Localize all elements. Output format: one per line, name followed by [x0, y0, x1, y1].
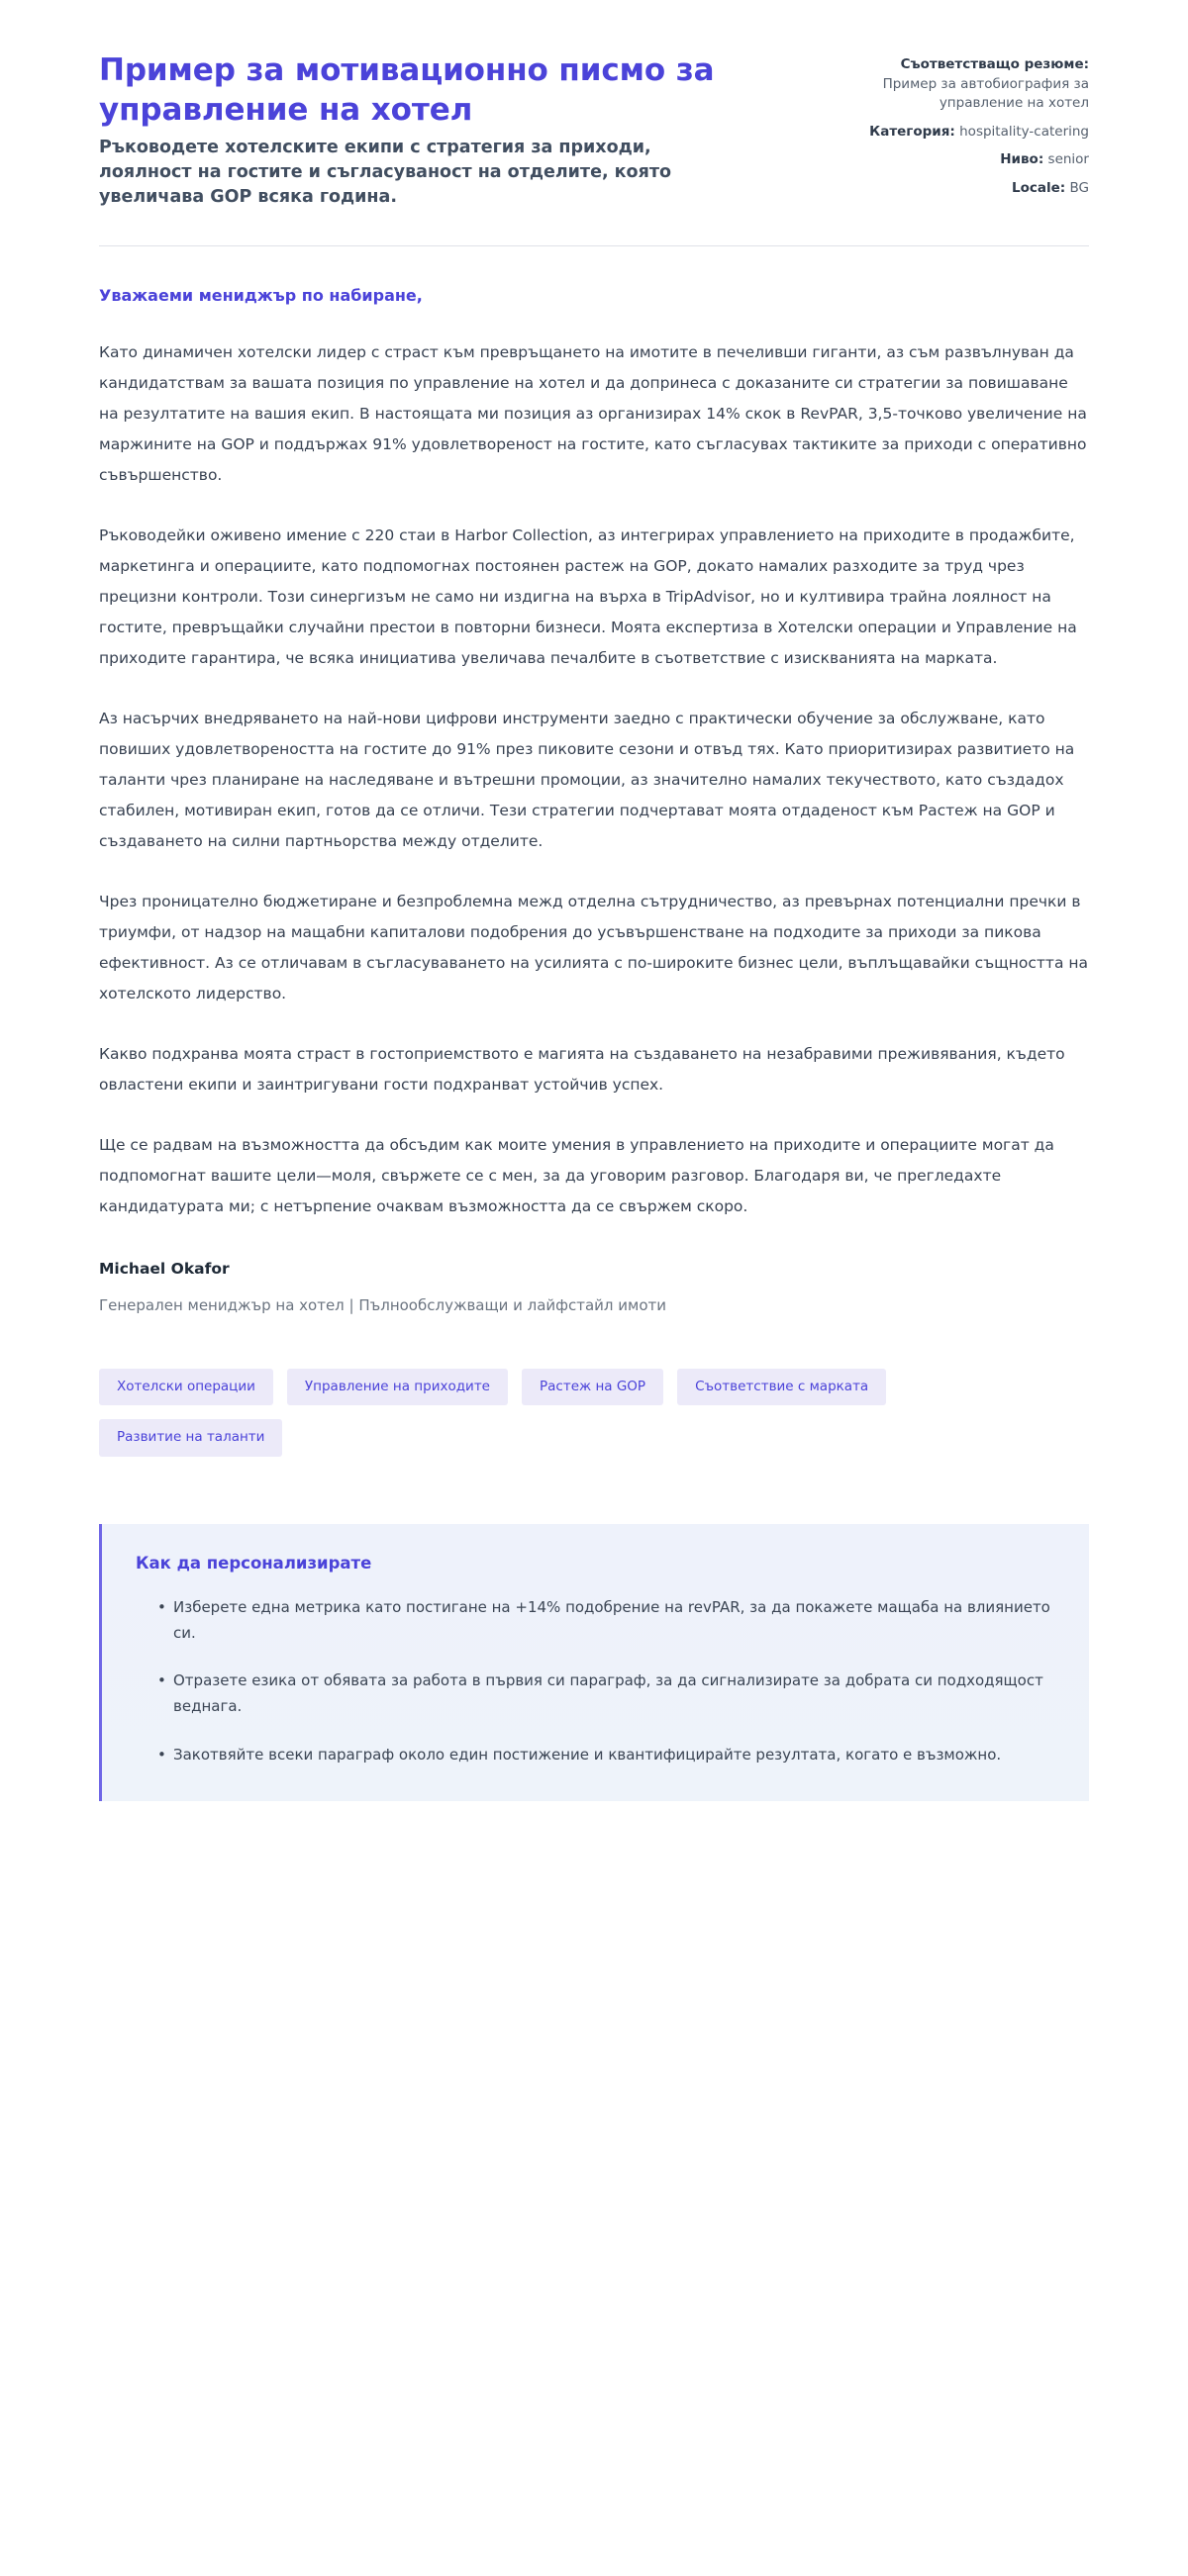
skill-tag[interactable]: Растеж на GOP: [522, 1369, 663, 1406]
metadata-value: Пример за автобиография за управление на хотел: [882, 75, 1089, 112]
callout-list-item: • Отразете езика от обявата за работа в първия си параграф, за да сигнализирате за добрата си подходящост веднага.: [157, 1668, 1053, 1720]
skill-tag-list: [99, 1369, 1030, 1457]
metadata-label: Съответстващо резюме:: [900, 56, 1089, 72]
header-title-block: [99, 51, 733, 210]
metadata-label: Ниво:: [1000, 151, 1044, 168]
document-header: [99, 0, 1089, 210]
signature-role: Генерален мениджър на хотел | Пълнообслужващи и лайфстайл имоти: [99, 1296, 667, 1315]
page-subtitle: Ръководете хотелските екипи с стратегия за приходи, лоялност на гостите и съгласуваност на отделите, която увеличава GOP всяка година.: [99, 138, 671, 208]
letter-paragraph: Какво подхранва моята страст в гостоприемството е магията на създаването на незабравими преживявания, където овластени екипи и заинтригувани гости подхранват устойчив успех.: [99, 1044, 1065, 1094]
metadata-row-locale: [866, 179, 1089, 199]
letter-paragraph: Аз насърчих внедряването на най-нови цифрови инструменти заедно с практически обучение за обслужване, като повиших удовлетвореността на гостите до 91% през пиковите сезони и отвъд тях. Като приоритизирах развитието на таланти чрез планиране на наследяване и вътрешни промоции, аз значително намалих текучеството, като създадох стабилен, мотивиран екип, готов да се отличи. Тези стратегии подчертават моята отдаденост към Растеж на GOP и създаването на силни партньорства между отделите.: [99, 709, 1075, 850]
callout-list-item: • Закотвяйте всеки параграф около един постижение и квантифицирайте резултата, когато е възможно.: [157, 1742, 1053, 1767]
signature-name: Michael Okafor: [99, 1259, 230, 1278]
metadata-value: hospitality-catering: [959, 123, 1089, 140]
letter-paragraph: Ще се радвам на възможността да обсъдим как моите умения в управлението на приходите и операциите могат да подпомогнат вашите цели—моля, свържете се с мен, за да уговорим разговор. Благодаря ви, че прегледахте кандидатурата ми; с нетърпение очаквам възможността да се свържем скоро.: [99, 1135, 1054, 1215]
metadata-label: Locale:: [1012, 179, 1066, 196]
page-title: Пример за мотивационно писмо за управление на хотел: [99, 52, 715, 128]
metadata-value: BG: [1069, 179, 1089, 196]
cover-letter-body: [99, 246, 1089, 1801]
document-metadata: [866, 51, 1089, 198]
skill-tag[interactable]: Съответствие с марката: [677, 1369, 886, 1406]
callout-title: Как да персонализирате: [136, 1553, 372, 1573]
callout-list: [136, 1594, 1053, 1767]
metadata-row-related-resume: [866, 55, 1089, 114]
metadata-label: Категория:: [869, 123, 955, 140]
letter-paragraph: Чрез проницателно бюджетиране и безпроблемна межд отделна сътрудничество, аз превърнах потенциални пречки в триумфи, от надзор на мащабни капиталови подобрения до усъвършенстване на подходите за приходи за пикова ефективност. Аз се отличавам в съгласуваването на усилията с по-широките бизнес цели, въплъщавайки същността на хотелското лидерство.: [99, 892, 1089, 1002]
metadata-row-category: [866, 123, 1089, 143]
letter-paragraph: Като динамичен хотелски лидер с страст към превръщането на имотите в печеливши гиганти, аз съм развълнуван да кандидатствам за вашата позиция по управление на хотел и да допринеса с доказаните си стратегии за повишаване на резултатите на вашия екип. В настоящата ми позиция аз организирах 14% скок в RevPAR, 3,5-точково увеличение на маржините на GOP и поддържах 91% удовлетвореност на гостите, като съгласувах тактиките за приходи с оперативно съвършенство.: [99, 342, 1087, 484]
skill-tag[interactable]: Управление на приходите: [287, 1369, 508, 1406]
skill-tag[interactable]: Хотелски операции: [99, 1369, 273, 1406]
personalization-callout: [99, 1524, 1089, 1801]
letter-paragraph: Ръководейки оживено имение с 220 стаи в Harbor Collection, аз интегрирах управлението на приходите в продажбите, маркетинга и операциите, като подпомогнах постоянен растеж на GOP, докато намалих разходите за труд чрез прецизни контроли. Този синергизъм не само ни издигна на върха в TripAdvisor, но и култивира трайна лоялност на гостите, превръщайки случайни престои в повторни бизнеси. Моята експертиза в Хотелски операции и Управление на приходите гарантира, че всяка инициатива увеличава печалбите в съответствие с изискванията на марката.: [99, 525, 1077, 667]
callout-list-item: • Изберете една метрика като постигане на +14% подобрение на revPAR, за да покажете мащаба на влиянието си.: [157, 1594, 1053, 1647]
signature-block: [99, 1258, 1089, 1317]
metadata-value: senior: [1047, 151, 1089, 168]
letter-salutation: Уважаеми мениджър по набиране,: [99, 285, 423, 305]
skill-tag[interactable]: Развитие на таланти: [99, 1419, 282, 1457]
metadata-row-level: [866, 150, 1089, 170]
